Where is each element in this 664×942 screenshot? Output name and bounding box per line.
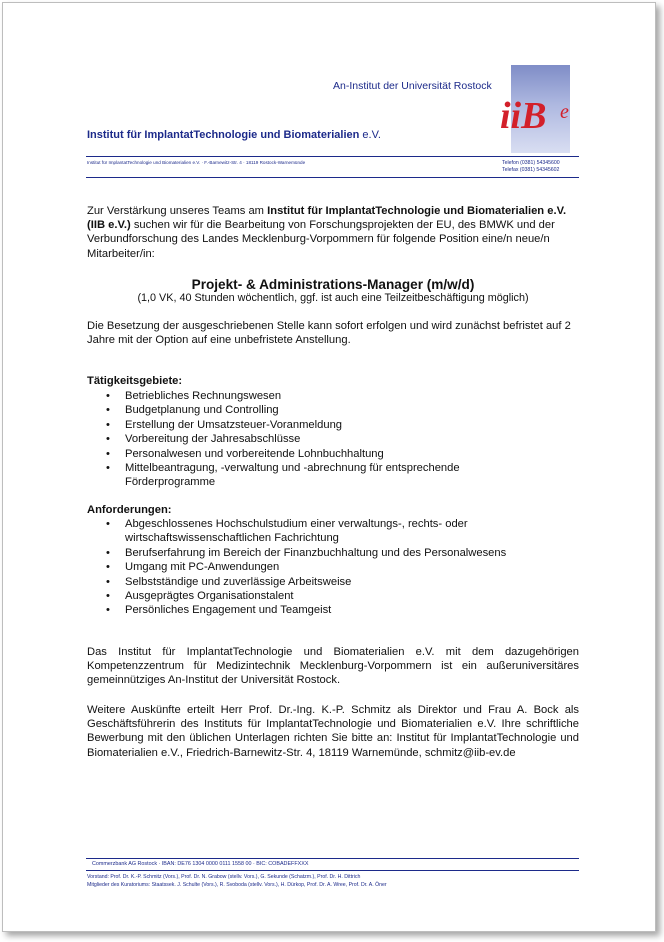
list-item: • Mittelbeantragung, -verwaltung und -abrechnung für entsprechende Förderprogramme [106, 462, 460, 489]
header-divider [86, 156, 579, 157]
svg-text:iiB: iiB [500, 95, 547, 137]
bullet-icon: • [106, 433, 110, 446]
besetzung-paragraph: Die Besetzung der ausgeschriebenen Stelle kann sofort erfolgen und wird zunächst befristet auf 2 Jahre mit der Option auf eine unbefristete Anstellung. [87, 320, 571, 347]
bullet-icon: • [106, 604, 110, 617]
footer-divider-lower [86, 870, 579, 871]
list-item: • Abgeschlossenes Hochschulstudium einer verwaltungs-, rechts- oder wirtschaftswissenschaftlichen Fachrichtung [106, 518, 468, 545]
intro-paragraph: Zur Verstärkung unseres Teams am Institut für ImplantatTechnologie und Biomaterialien e.V. (IIB e.V.) suchen wir für die Bearbeitung von Forschungsprojekten der EU, des BMWK und der Verbundforschung des Landes Mecklenburg-Vorpommern für folgende Position eine/n neue/n Mitarbeiter/in: [87, 205, 567, 260]
bullet-icon: • [106, 546, 110, 559]
kuratorium-line: Mitglieder des Kuratoriums: Staatssek. J. Schulte (Vors.), R. Svoboda (stellv. Vors.), H. Dürkop, Prof. Dr. A. Wree, Prof. Dr. A. Öner [87, 882, 387, 888]
header-divider-lower [86, 177, 579, 178]
footer-divider [86, 858, 579, 859]
institute-name: Institut für ImplantatTechnologie und Biomaterialien e.V. [87, 129, 381, 141]
bullet-icon: • [106, 462, 110, 475]
anforderungen-list [106, 517, 526, 618]
list-item: • Betriebliches Rechnungswesen [106, 390, 282, 402]
an-institut-label: An-Institut der Universität Rostock [333, 80, 492, 92]
address-line: Institut für ImplantatTechnologie und Biomaterialien e.V. · F.-Barnewitz-Str. 4 · 18119 Rostock-Warnemünde [87, 160, 306, 165]
list-item: • Personalwesen und vorbereitende Lohnbuchhaltung [106, 447, 384, 460]
contact-numbers [502, 160, 560, 174]
kontakt-paragraph: Weitere Auskünfte erteilt Herr Prof. Dr.-Ing. K.-P. Schmitz als Direktor und Frau A. Bock als Geschäftsführerin des Instituts für ImplantatTechnologie und Biomaterialien e.V. Ihre schriftliche Bewerbung mit den üblichen Unterlagen richten Sie bitte an: Institut für ImplantatTechnologie und Biomaterialien e.V., Friedrich-Barnewitz-Str. 4, 18119 Warnemünde, schmitz@iib-ev.de [87, 704, 579, 759]
bullet-icon: • [106, 447, 110, 460]
list-item: • Berufserfahrung im Bereich der Finanzbuchhaltung und des Personalwesens [106, 546, 507, 559]
list-item: • Umgang mit PC-Anwendungen [106, 561, 280, 574]
svg-text:e: e [560, 101, 569, 123]
telefax-number: Telefax (0381) 54345602 [502, 167, 560, 173]
board-members [87, 873, 387, 889]
bullet-icon: • [106, 590, 110, 603]
list-item: • Budgetplanung und Controlling [106, 404, 279, 417]
iib-logo [496, 88, 586, 138]
bank-details: Commerzbank AG Rostock · IBAN: DE76 1304 0000 0111 1558 00 · BIC: COBADEFFXXX [92, 861, 309, 867]
bullet-icon: • [106, 575, 110, 588]
anforderungen-heading: Anforderungen: [87, 504, 172, 516]
bullet-icon: • [106, 561, 110, 574]
position-title: Projekt- & Administrations-Manager (m/w/d) [191, 277, 475, 292]
list-item: • Ausgeprägtes Organisationstalent [106, 590, 294, 603]
list-item: • Persönliches Engagement und Teamgeist [106, 604, 332, 617]
taetigkeiten-list [106, 389, 506, 490]
bullet-icon: • [106, 518, 110, 530]
taetigkeiten-heading: Tätigkeitsgebiete: [87, 375, 183, 387]
bullet-icon: • [106, 404, 110, 417]
list-item: • Erstellung der Umsatzsteuer-Voranmeldung [106, 418, 343, 431]
vorstand-line: Vorstand: Prof. Dr. K.-P. Schmitz (Vors.), Prof. Dr. N. Grabow (stellv. Vors.), G. Sekunde (Schatzm.), Prof. Dr. H. Dittrich [87, 874, 361, 880]
list-item: • Selbstständige und zuverlässige Arbeitsweise [106, 575, 352, 588]
telefon-number: Telefon (0381) 54345600 [502, 160, 560, 166]
bullet-icon: • [106, 418, 110, 431]
institut-paragraph: Das Institut für ImplantatTechnologie und Biomaterialien e.V. mit dem dazugehörigen Kompetenzzentrum für Medizintechnik Mecklenburg-Vorpommern ist ein außeruniversitäres gemeinnütziges An-Institut der Universität Rostock. [87, 646, 579, 687]
list-item: • Vorbereitung der Jahresabschlüsse [106, 433, 301, 446]
position-subtitle: (1,0 VK, 40 Stunden wöchentlich, ggf. ist auch eine Teilzeitbeschäftigung möglich) [137, 292, 529, 304]
bullet-icon: • [106, 390, 110, 402]
